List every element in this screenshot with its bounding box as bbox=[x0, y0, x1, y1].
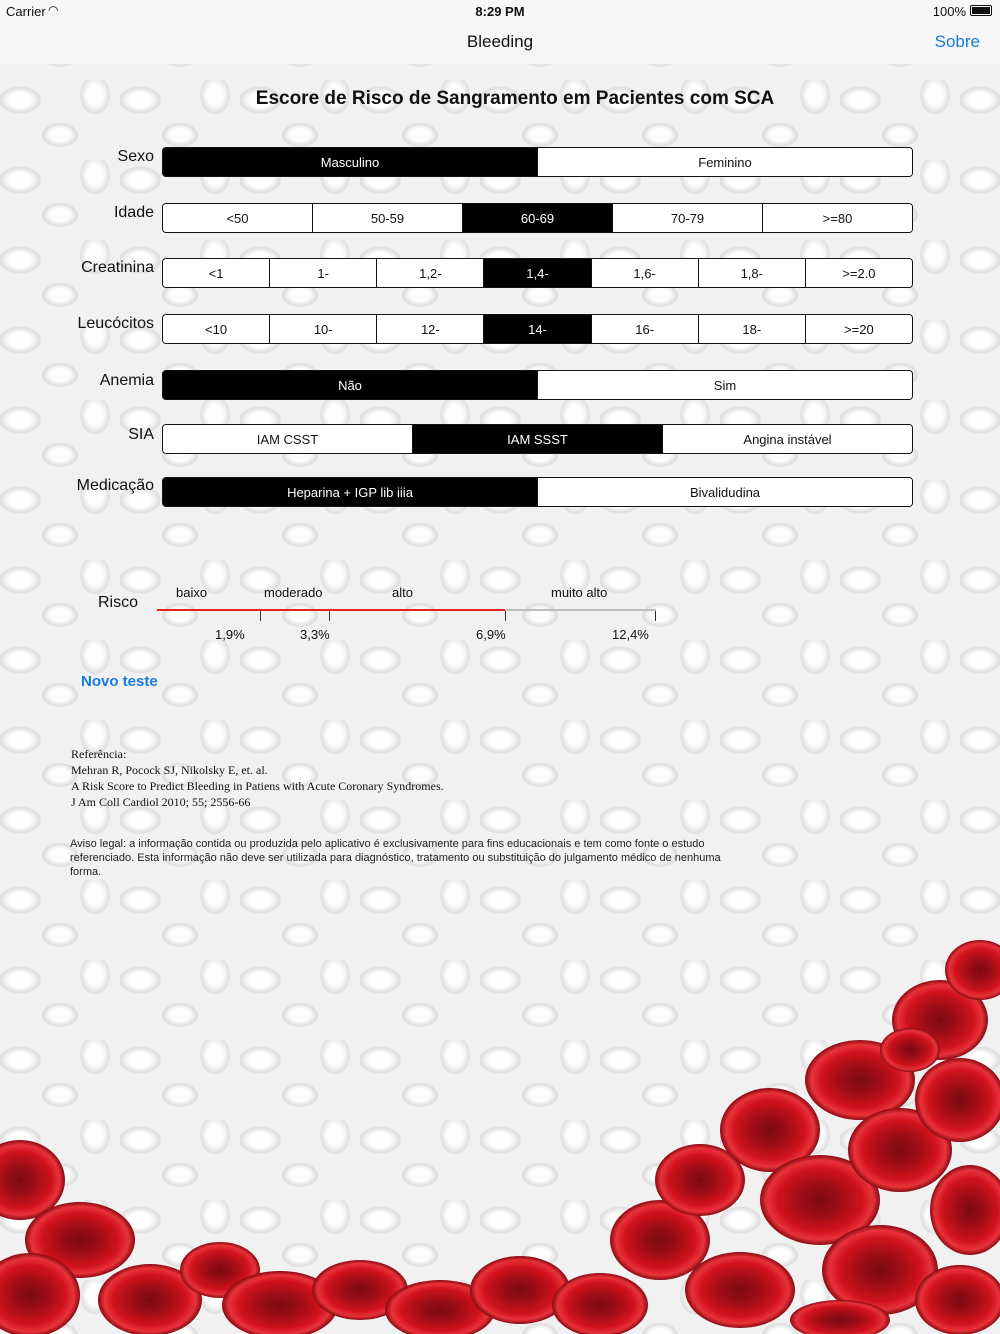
segment-option[interactable]: >=20 bbox=[805, 315, 912, 343]
risk-tick bbox=[505, 611, 506, 621]
row-2 bbox=[0, 258, 1000, 288]
risk-label: Risco bbox=[98, 594, 139, 611]
row-3 bbox=[0, 314, 1000, 344]
segment-option[interactable]: Feminino bbox=[537, 148, 912, 176]
segment-option[interactable]: Não bbox=[163, 371, 537, 399]
segment-option[interactable]: Masculino bbox=[163, 148, 537, 176]
segment-option[interactable]: 1,2- bbox=[376, 259, 483, 287]
risk-value-label: 3,3% bbox=[300, 627, 330, 642]
reference-journal: J Am Coll Cardiol 2010; 55; 2556-66 bbox=[71, 795, 251, 809]
risk-category-label: moderado bbox=[264, 585, 323, 600]
status-bar bbox=[0, 0, 1000, 22]
row-1 bbox=[0, 203, 1000, 233]
about-button[interactable]: Sobre bbox=[934, 32, 980, 51]
segmented-control bbox=[162, 424, 913, 454]
row-5 bbox=[0, 424, 1000, 454]
segment-option[interactable]: 14- bbox=[483, 315, 590, 343]
segment-option[interactable]: >=2.0 bbox=[805, 259, 912, 287]
segment-option[interactable]: 10- bbox=[269, 315, 376, 343]
segment-option[interactable]: 18- bbox=[698, 315, 805, 343]
segmented-control bbox=[162, 314, 913, 344]
risk-value-label: 6,9% bbox=[476, 627, 506, 642]
risk-bar-inactive bbox=[505, 609, 656, 611]
segment-option[interactable]: <50 bbox=[163, 204, 312, 232]
wifi-icon: ◠ bbox=[48, 3, 59, 17]
segment-option[interactable]: IAM SSST bbox=[412, 425, 662, 453]
row-label: Medicação bbox=[76, 477, 154, 494]
row-4 bbox=[0, 370, 1000, 400]
risk-category-label: muito alto bbox=[551, 585, 608, 600]
row-label: Anemia bbox=[99, 372, 154, 389]
risk-bar-active bbox=[157, 609, 505, 611]
segment-option[interactable]: IAM CSST bbox=[163, 425, 412, 453]
segment-option[interactable]: 16- bbox=[591, 315, 698, 343]
disclaimer-text: Aviso legal: a informação contida ou produzida pelo aplicativo é exclusivamente para fins educacionais e tem como fonte o estudo referenciado. Esta informação não deve ser utilizada para diagnóstico, tratamento ou substituição do julgamento médico de nenhuma forma. bbox=[70, 838, 721, 878]
reference-block bbox=[71, 746, 444, 810]
risk-tick bbox=[655, 611, 656, 621]
battery-icon bbox=[970, 5, 992, 16]
battery-percentage: 100% bbox=[932, 4, 966, 19]
row-label: Idade bbox=[113, 204, 154, 221]
row-0 bbox=[0, 147, 1000, 177]
segmented-control bbox=[162, 370, 913, 400]
row-label: Creatinina bbox=[81, 259, 154, 276]
reference-heading: Referência: bbox=[71, 747, 127, 761]
segment-option[interactable]: Sim bbox=[537, 371, 912, 399]
segment-option[interactable]: 12- bbox=[376, 315, 483, 343]
segment-option[interactable]: Angina instável bbox=[662, 425, 912, 453]
carrier-label: Carrier bbox=[6, 4, 46, 19]
segment-option[interactable]: 1,6- bbox=[591, 259, 698, 287]
segmented-control bbox=[162, 477, 913, 507]
new-test-button[interactable]: Novo teste bbox=[81, 673, 158, 690]
risk-tick bbox=[260, 611, 261, 621]
page-title: Escore de Risco de Sangramento em Pacientes com SCA bbox=[255, 88, 775, 109]
row-6 bbox=[0, 477, 1000, 507]
reference-authors: Mehran R, Pocock SJ, Nikolsky E, et. al. bbox=[71, 763, 268, 777]
segmented-control bbox=[162, 203, 913, 233]
segment-option[interactable]: 50-59 bbox=[312, 204, 462, 232]
status-time: 8:29 PM bbox=[475, 4, 525, 19]
navigation-bar bbox=[0, 22, 1000, 64]
row-label: Sexo bbox=[117, 148, 154, 165]
segmented-control bbox=[162, 258, 913, 288]
risk-value-label: 1,9% bbox=[215, 627, 245, 642]
segment-option[interactable]: 60-69 bbox=[462, 204, 612, 232]
segment-option[interactable]: 70-79 bbox=[612, 204, 762, 232]
segment-option[interactable]: 1,8- bbox=[698, 259, 805, 287]
nav-title: Bleeding bbox=[466, 32, 534, 51]
row-label: Leucócitos bbox=[77, 315, 154, 332]
risk-value-label: 12,4% bbox=[612, 627, 649, 642]
row-label: SIA bbox=[128, 426, 154, 443]
segment-option[interactable]: 1,4- bbox=[483, 259, 590, 287]
segment-option[interactable]: >=80 bbox=[762, 204, 912, 232]
segment-option[interactable]: Heparina + IGP lib iiia bbox=[163, 478, 537, 506]
segment-option[interactable]: Bivalidudina bbox=[537, 478, 912, 506]
segmented-control bbox=[162, 147, 913, 177]
segment-option[interactable]: <1 bbox=[163, 259, 269, 287]
segment-option[interactable]: 1- bbox=[269, 259, 376, 287]
risk-category-label: baixo bbox=[176, 585, 208, 600]
risk-tick bbox=[329, 611, 330, 621]
risk-category-label: alto bbox=[392, 585, 413, 600]
segment-option[interactable]: <10 bbox=[163, 315, 269, 343]
reference-title: A Risk Score to Predict Bleeding in Patiens with Acute Coronary Syndromes. bbox=[71, 779, 444, 793]
